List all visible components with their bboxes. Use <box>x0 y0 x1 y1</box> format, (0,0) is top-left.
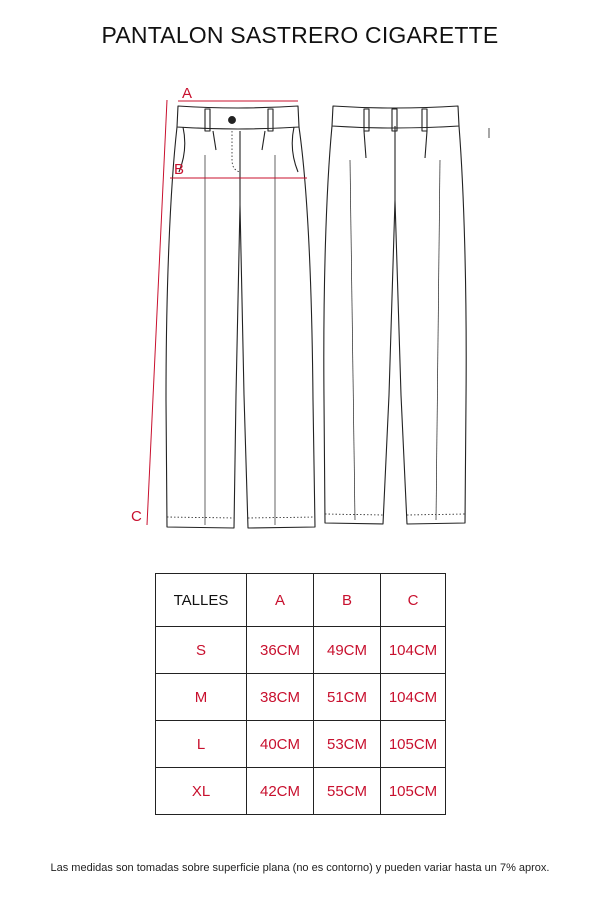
measure-b-cell: 49CM <box>314 627 381 674</box>
measure-a-cell: 36CM <box>247 627 314 674</box>
size-cell: XL <box>156 768 247 815</box>
page-title: PANTALON SASTRERO CIGARETTE <box>101 22 499 48</box>
measure-b-label: B <box>174 161 185 178</box>
size-table-header-row <box>156 574 446 627</box>
measurement-lines <box>147 100 307 525</box>
measure-c-cell: 105CM <box>381 721 446 768</box>
header-c: C <box>381 574 446 627</box>
measure-a-cell: 38CM <box>247 674 314 721</box>
size-cell: M <box>156 674 247 721</box>
measure-b-cell: 55CM <box>314 768 381 815</box>
table-row <box>156 674 446 721</box>
table-row <box>156 627 446 674</box>
trousers-back-view <box>324 106 489 524</box>
header-a: A <box>247 574 314 627</box>
table-row <box>156 768 446 815</box>
size-cell: S <box>156 627 247 674</box>
measure-b-cell: 53CM <box>314 721 381 768</box>
table-row <box>156 721 446 768</box>
measure-c-cell: 105CM <box>381 768 446 815</box>
header-talles: TALLES <box>156 574 247 627</box>
measure-a-label: A <box>182 85 193 102</box>
measure-c-line <box>147 100 167 525</box>
measure-c-label: C <box>131 508 142 525</box>
measure-c-cell: 104CM <box>381 674 446 721</box>
size-cell: L <box>156 721 247 768</box>
measure-b-cell: 51CM <box>314 674 381 721</box>
measure-a-cell: 42CM <box>247 768 314 815</box>
trousers-front-view <box>166 106 315 528</box>
header-b: B <box>314 574 381 627</box>
measure-a-cell: 40CM <box>247 721 314 768</box>
size-table <box>155 573 446 815</box>
measure-c-cell: 104CM <box>381 627 446 674</box>
measurement-footnote: Las medidas son tomadas sobre superficie plana (no es contorno) y pueden variar hasta un 7% aprox. <box>50 862 550 874</box>
